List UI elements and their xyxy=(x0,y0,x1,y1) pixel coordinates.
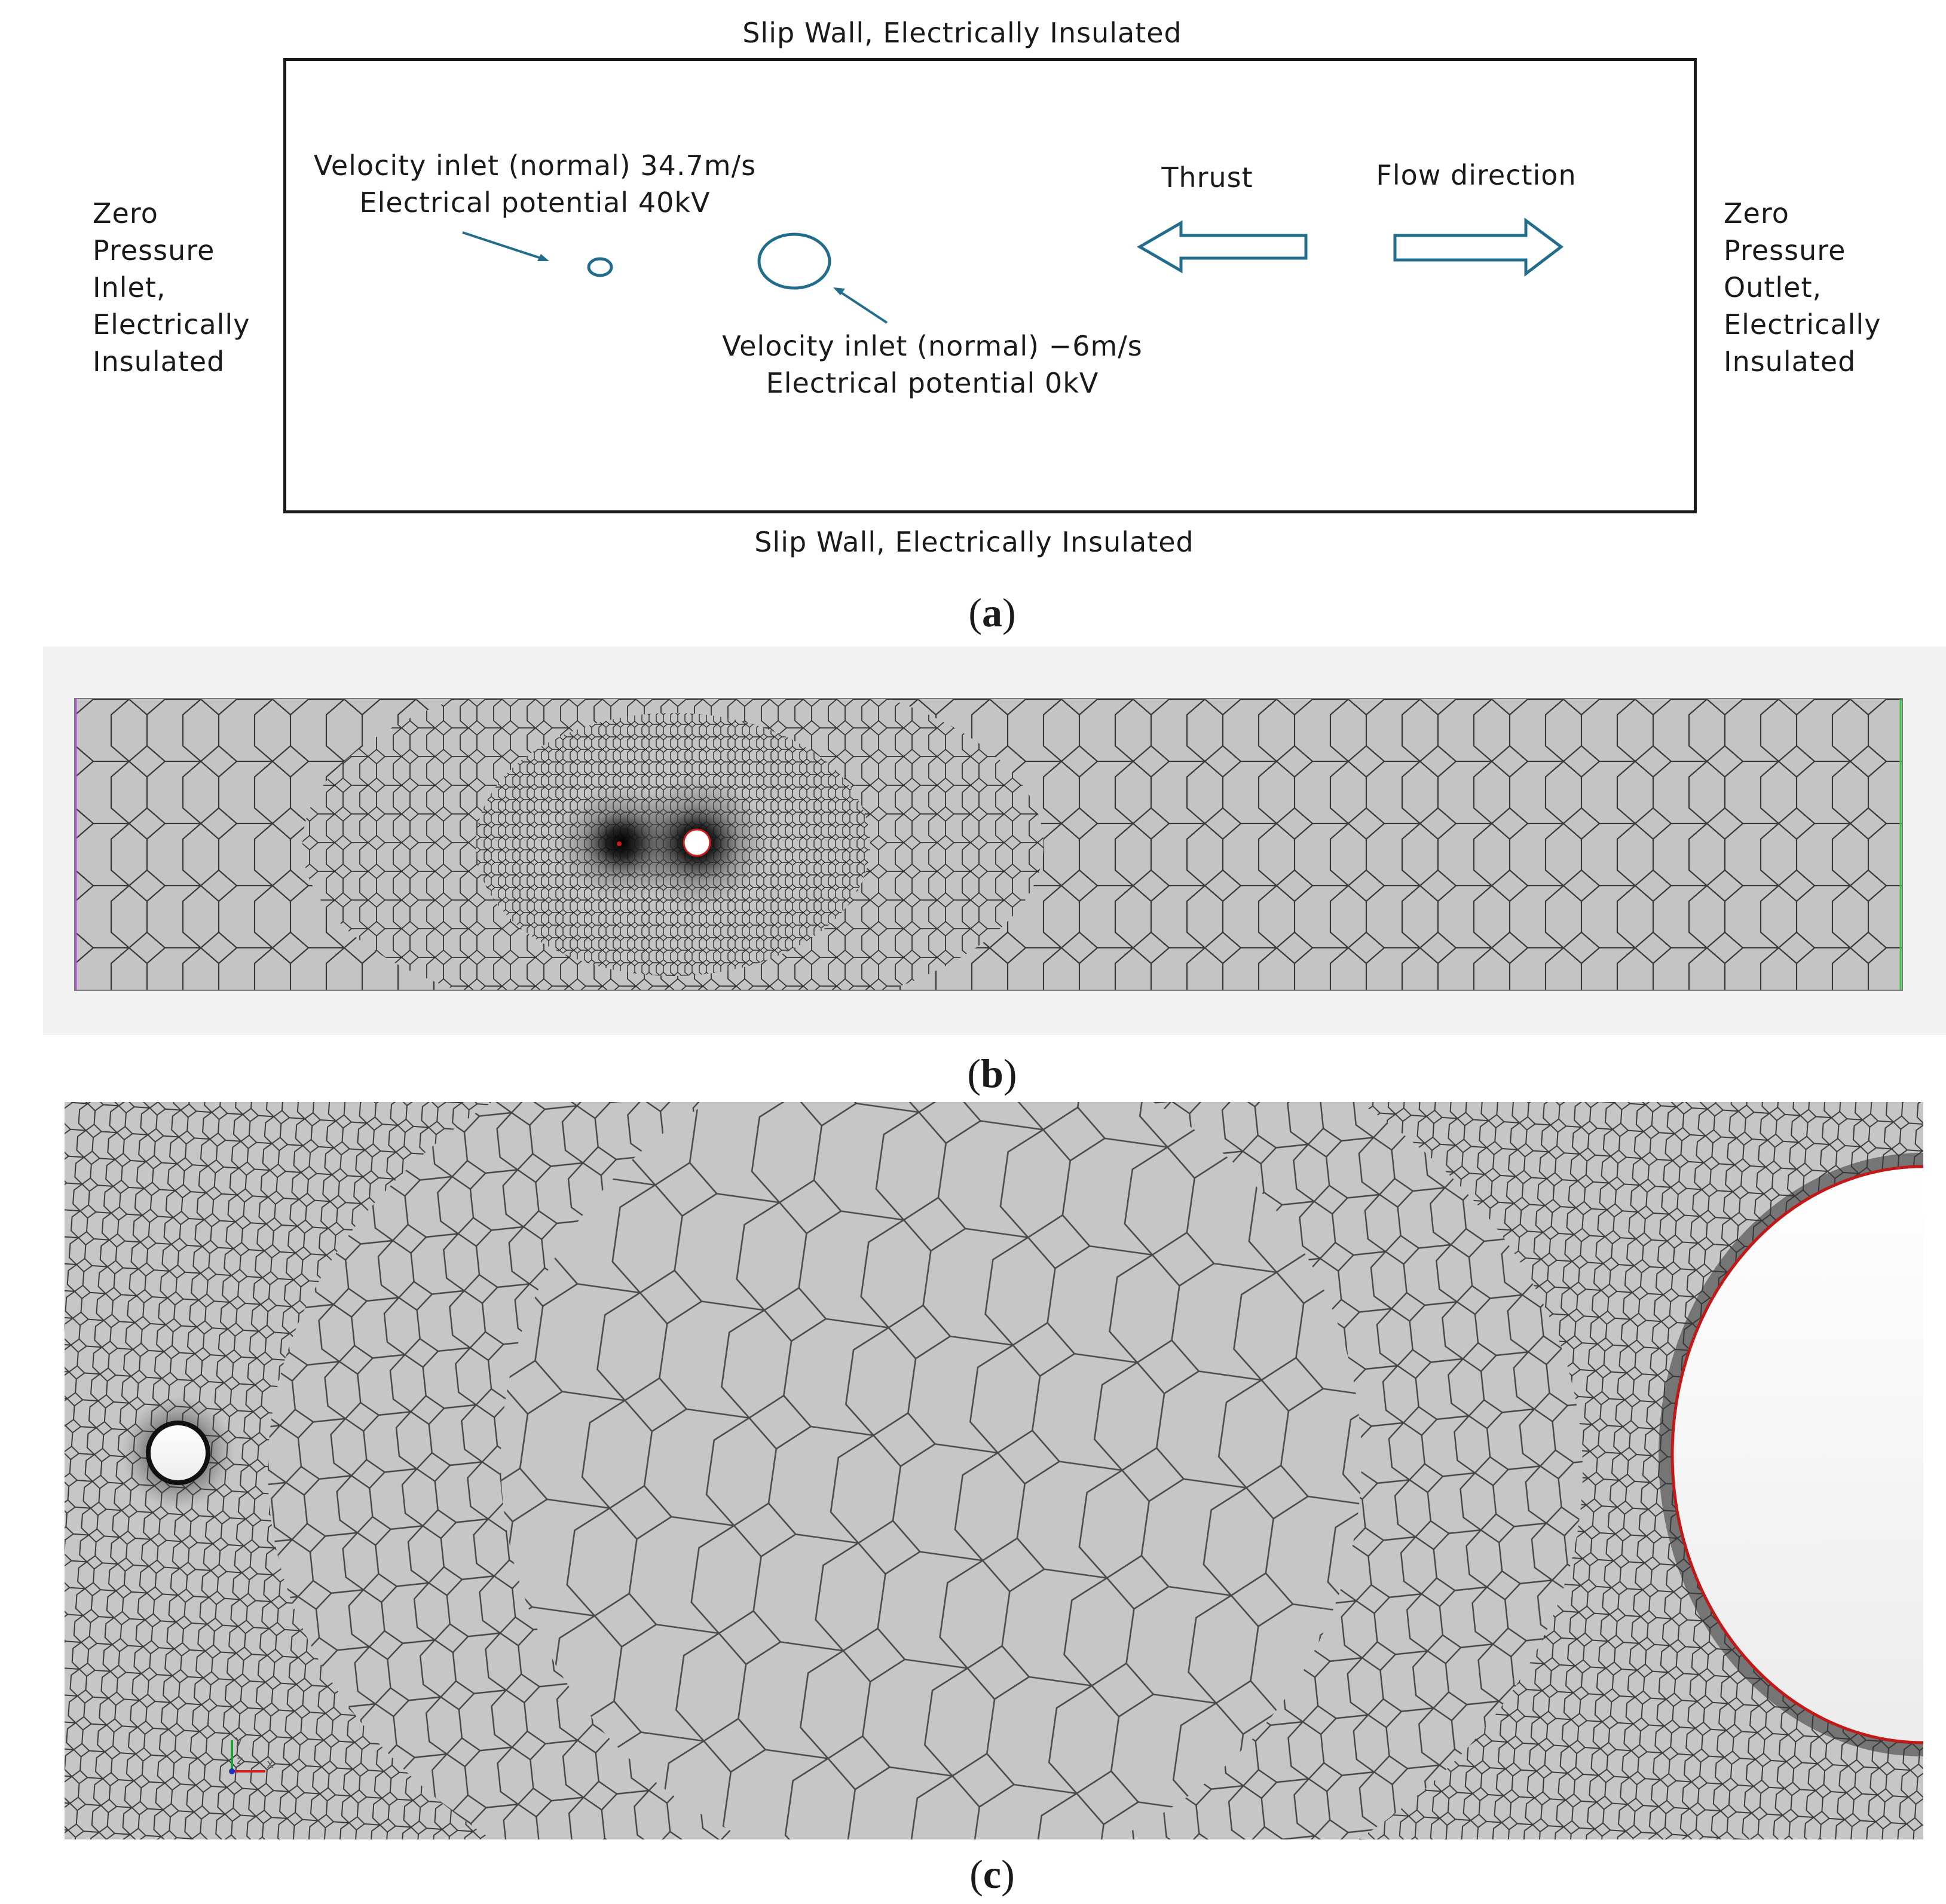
right-label-line: Pressure xyxy=(1724,234,1846,267)
coarse-cells xyxy=(501,1102,1361,1839)
emitter-hole xyxy=(148,1423,208,1483)
top-boundary-label: Slip Wall, Electrically Insulated xyxy=(742,17,1182,49)
left-label-line: Electrically xyxy=(93,308,250,341)
left-label-line: Zero xyxy=(93,197,158,229)
thrust-arrow xyxy=(1140,223,1306,271)
emitter-electrode xyxy=(589,259,611,276)
z-axis-label: z xyxy=(237,1753,243,1767)
global-mesh-view xyxy=(74,698,1903,991)
collector-label-line: Velocity inlet (normal) −6m/s xyxy=(722,330,1143,362)
thrust-label: Thrust xyxy=(1161,161,1253,194)
right-label-line: Electrically xyxy=(1724,308,1881,341)
collector-electrode xyxy=(759,234,830,288)
caption-c-letter: c xyxy=(983,1851,1002,1897)
caption-b: (b) xyxy=(967,1051,1017,1096)
zoomed-mesh-view xyxy=(65,1102,1923,1839)
bottom-boundary-label: Slip Wall, Electrically Insulated xyxy=(754,526,1194,558)
right-label-line: Outlet, xyxy=(1724,271,1822,304)
collector-label-line: Electrical potential 0kV xyxy=(766,367,1099,399)
caption-c: (c) xyxy=(969,1851,1015,1897)
y-axis-label: y xyxy=(235,1732,243,1747)
panel-a-shapes xyxy=(283,58,1697,513)
right-label-line: Zero xyxy=(1724,197,1789,229)
caption-a: (a) xyxy=(968,590,1016,635)
left-boundary-label xyxy=(93,195,284,380)
emitter-label-line: Electrical potential 40kV xyxy=(359,186,711,219)
collector-pointer-arrow xyxy=(833,287,887,323)
emitter-pointer-arrow xyxy=(463,232,549,261)
caption-a-letter: a xyxy=(982,590,1002,635)
flow-direction-label: Flow direction xyxy=(1376,159,1577,191)
emitter-label-line: Velocity inlet (normal) 34.7m/s xyxy=(313,149,757,182)
left-label-line: Pressure xyxy=(93,234,215,267)
left-label-line: Inlet, xyxy=(93,271,166,304)
emitter-marker xyxy=(617,841,622,846)
caption-b-letter: b xyxy=(981,1051,1003,1096)
z-axis-dot xyxy=(229,1768,235,1774)
zoomed-mesh-svg xyxy=(65,1102,1923,1839)
flow-direction-arrow xyxy=(1395,221,1561,274)
right-boundary-label xyxy=(1724,195,1927,380)
left-label-line: Insulated xyxy=(93,345,225,378)
right-label-line: Insulated xyxy=(1724,345,1856,378)
collector-hole xyxy=(684,829,710,856)
global-mesh-svg xyxy=(75,699,1902,990)
x-axis-label: x xyxy=(267,1756,274,1771)
